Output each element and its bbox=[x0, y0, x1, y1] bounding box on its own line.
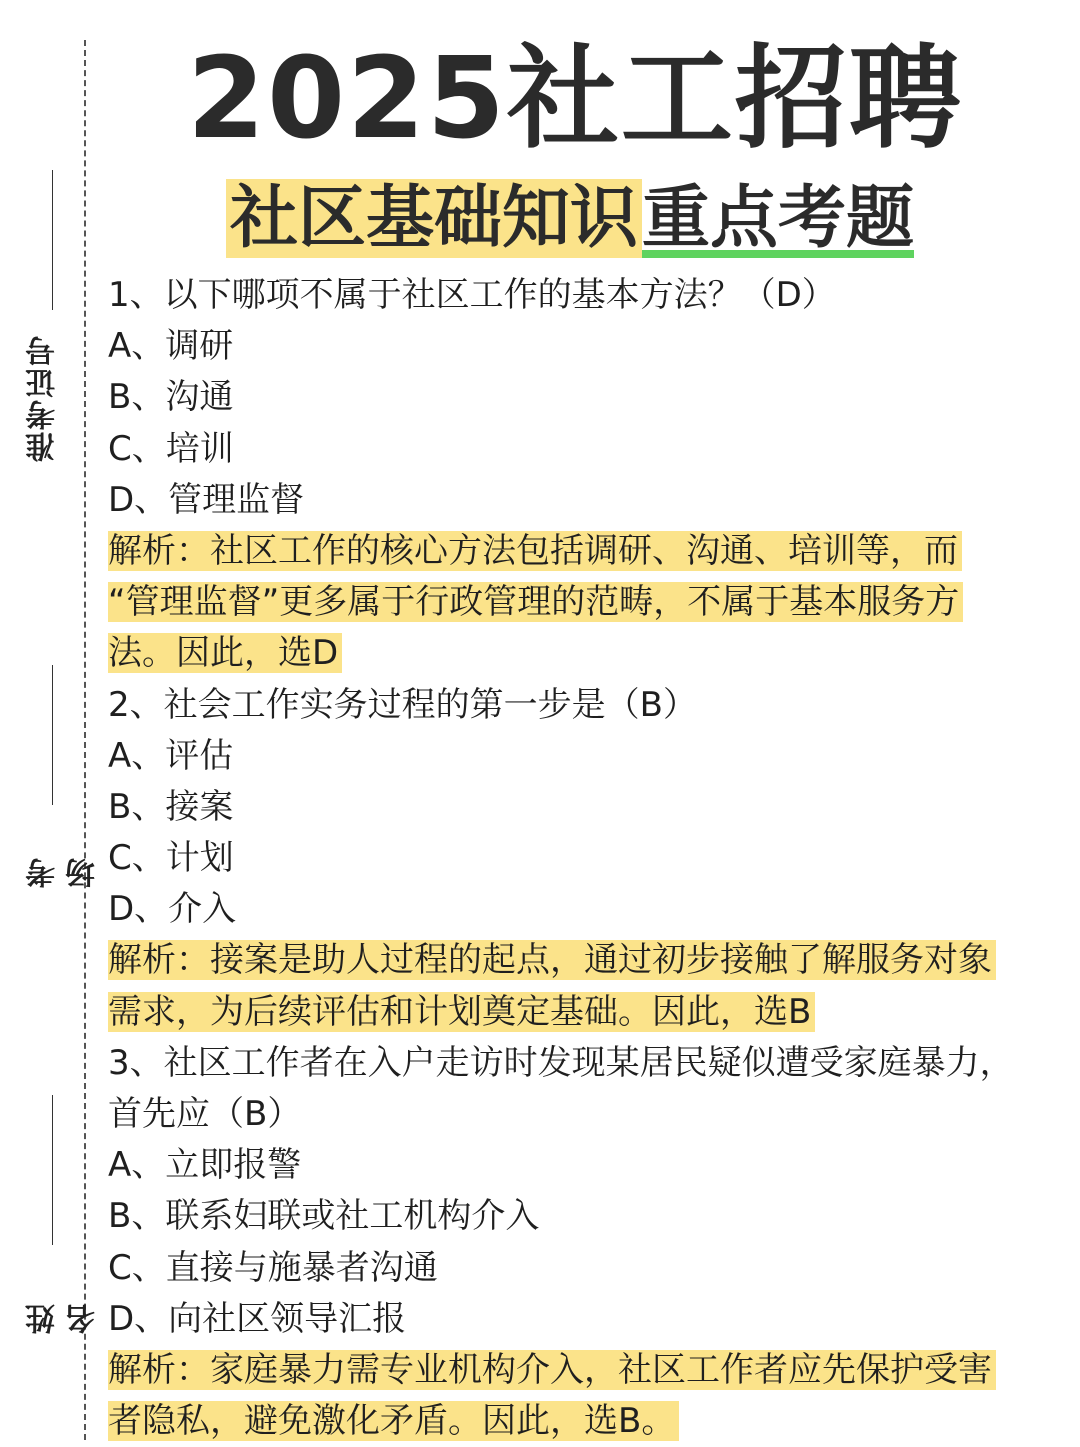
analysis-line bbox=[108, 1345, 1068, 1396]
option-a: A、立即报警 bbox=[108, 1145, 302, 1186]
option-c: C、计划 bbox=[108, 838, 234, 879]
analysis-line bbox=[108, 935, 1068, 986]
analysis-line bbox=[108, 1396, 1068, 1447]
analysis-line bbox=[108, 577, 1068, 628]
name-label: 姓名 bbox=[26, 1282, 101, 1334]
option-d: D、介入 bbox=[108, 889, 237, 930]
analysis-line bbox=[108, 526, 1068, 577]
page-title: 2025社工招聘 bbox=[187, 34, 963, 164]
analysis-line bbox=[108, 987, 1068, 1038]
question-stem: 3、社区工作者在入户走访时发现某居民疑似遭受家庭暴力， bbox=[108, 1042, 1014, 1083]
analysis-text: 解析：社区工作的核心方法包括调研、沟通、培训等，而 bbox=[108, 531, 962, 571]
question-2 bbox=[108, 680, 1068, 1038]
ticket-number-label: 准考证号 bbox=[26, 334, 61, 462]
question-3 bbox=[108, 1038, 1068, 1447]
exam-room-label: 考场 bbox=[26, 836, 101, 888]
question-stem: 2、社会工作实务过程的第一步是（B） bbox=[108, 684, 697, 725]
exam-margin bbox=[0, 0, 101, 1443]
question-stem: 1、以下哪项不属于社区工作的基本方法？（D） bbox=[108, 275, 836, 315]
ticket-number-line bbox=[52, 170, 53, 310]
analysis-text: 需求，为后续评估和计划奠定基础。因此，选B bbox=[108, 992, 815, 1032]
option-a: A、评估 bbox=[108, 735, 234, 776]
analysis-text: 解析：接案是助人过程的起点，通过初步接触了解服务对象 bbox=[108, 940, 996, 980]
option-d: D、管理监督 bbox=[108, 479, 305, 520]
subtitle bbox=[220, 176, 920, 266]
analysis-text: 者隐私，避免激化矛盾。因此，选B。 bbox=[108, 1401, 679, 1441]
name-line bbox=[52, 1095, 53, 1245]
option-c: C、培训 bbox=[108, 428, 234, 469]
analysis-text: 法。因此，选D bbox=[108, 633, 342, 673]
option-b: B、接案 bbox=[108, 786, 234, 827]
option-b: B、沟通 bbox=[108, 377, 234, 418]
option-a: A、调研 bbox=[108, 326, 234, 367]
subtitle-part1: 社区基础知识 bbox=[226, 179, 642, 258]
option-b: B、联系妇联或社工机构介入 bbox=[108, 1196, 540, 1237]
option-c: C、直接与施暴者沟通 bbox=[108, 1247, 438, 1288]
analysis-line bbox=[108, 628, 1068, 679]
question-list bbox=[108, 270, 1068, 1447]
analysis-text: 解析：家庭暴力需专业机构介入，社区工作者应先保护受害 bbox=[108, 1350, 996, 1390]
option-d: D、向社区领导汇报 bbox=[108, 1298, 407, 1339]
subtitle-part2: 重点考题 bbox=[642, 179, 915, 258]
exam-room-line bbox=[52, 665, 53, 805]
cut-line bbox=[84, 40, 86, 1440]
question-stem-cont: 首先应（B） bbox=[108, 1094, 302, 1134]
question-1 bbox=[108, 270, 1068, 680]
analysis-text: “管理监督”更多属于行政管理的范畴，不属于基本服务方 bbox=[108, 582, 963, 622]
